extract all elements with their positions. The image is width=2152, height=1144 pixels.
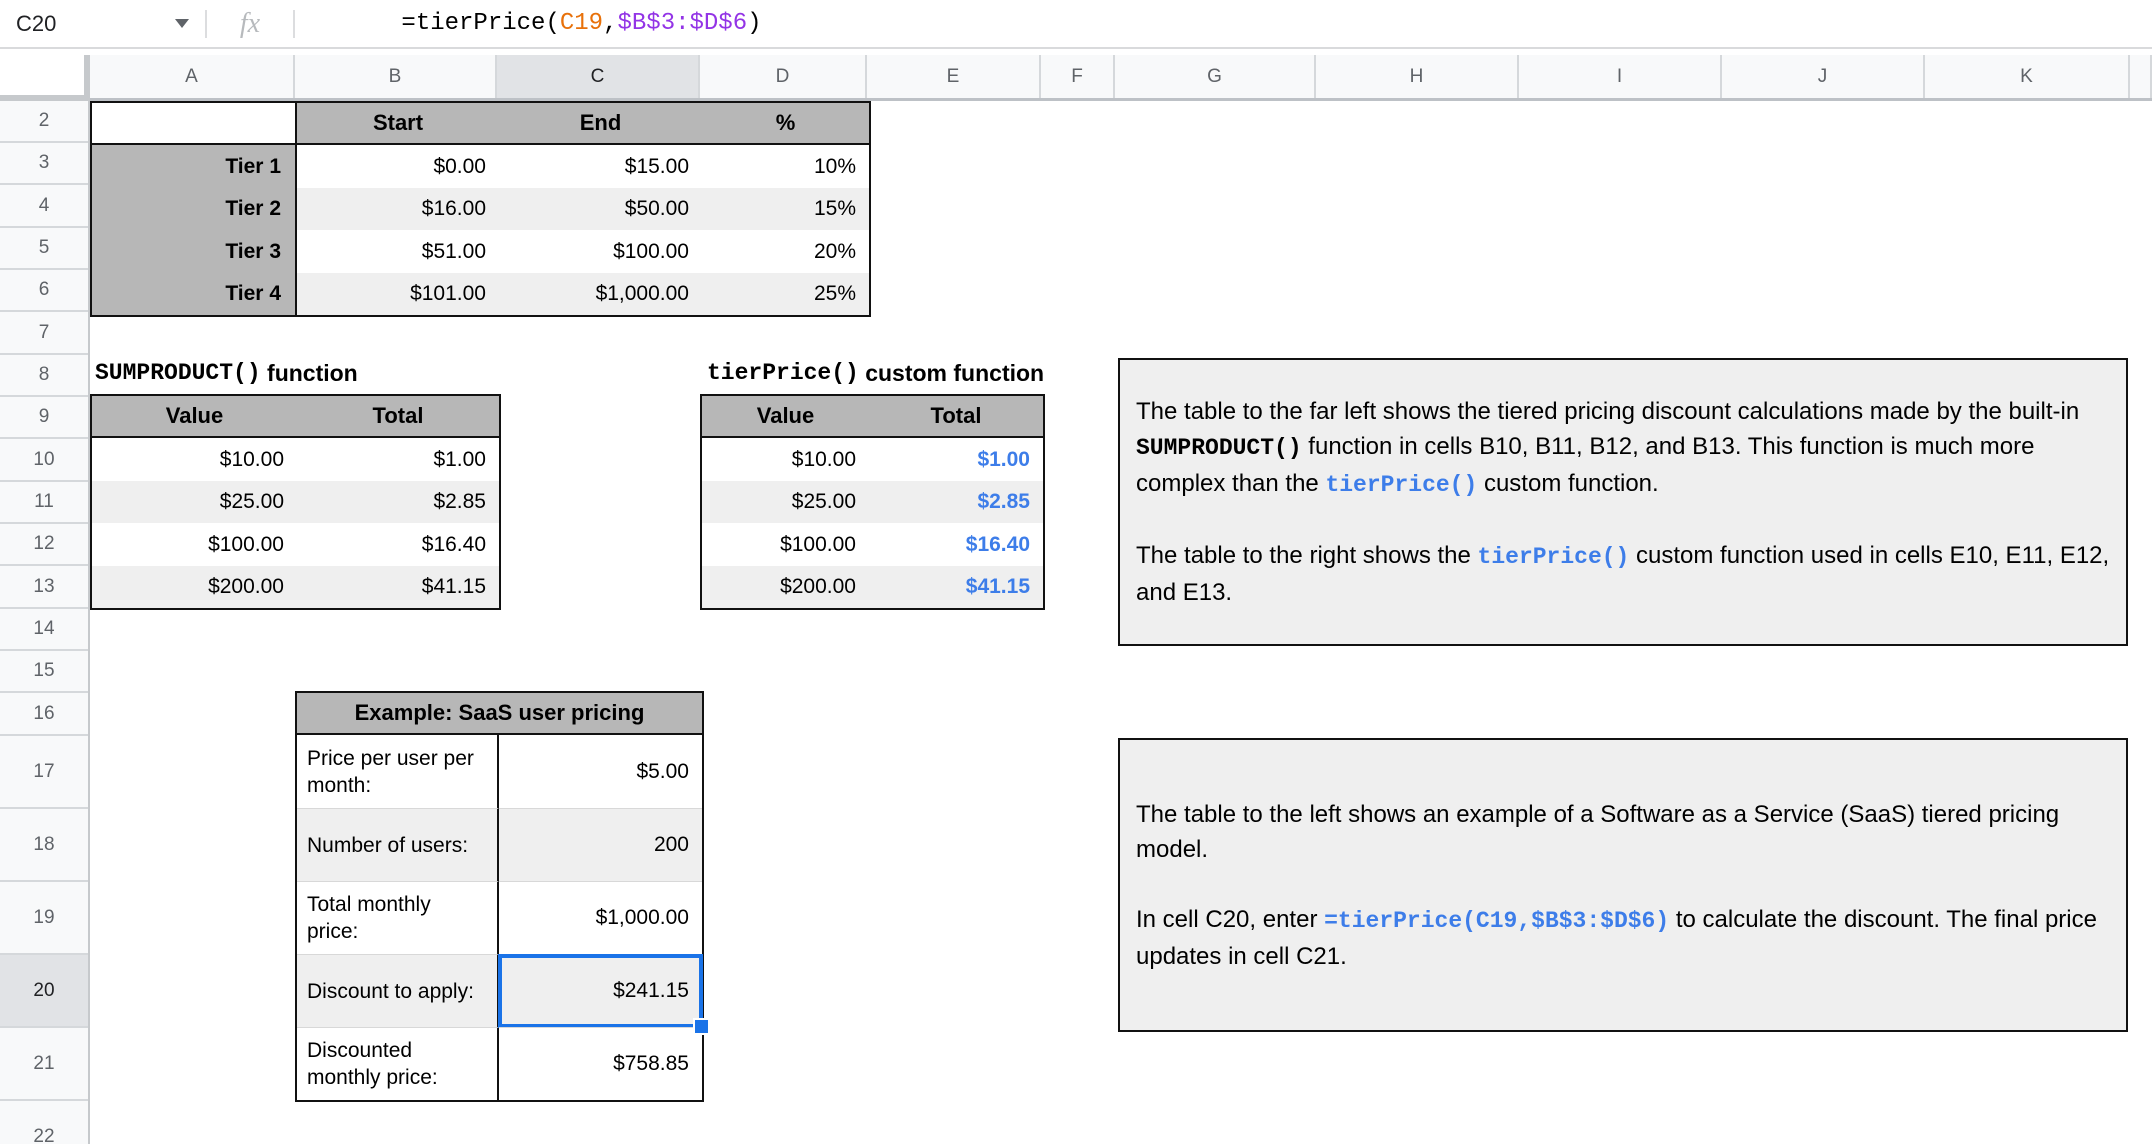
tier-pct-cell[interactable]: 20% xyxy=(702,230,869,273)
cell-name-box[interactable] xyxy=(0,0,205,47)
formula-bar xyxy=(0,0,2152,49)
tier-row-label[interactable]: Tier 1 xyxy=(92,145,297,188)
note-text: to calculate the discount. The final price updates in cell C21. xyxy=(1136,905,2097,970)
tier-start-cell[interactable]: $51.00 xyxy=(297,230,499,273)
fx-icon: fx xyxy=(239,7,261,39)
fill-handle[interactable] xyxy=(693,1018,710,1035)
row-header-4[interactable]: 4 xyxy=(0,185,88,228)
column-header-G[interactable]: G xyxy=(1115,55,1316,98)
tier-table-empty-cell[interactable] xyxy=(92,103,297,145)
column-header-C[interactable]: C xyxy=(497,55,700,98)
sumproduct-title-rest: function xyxy=(260,359,358,386)
column-header-J[interactable]: J xyxy=(1722,55,1925,98)
selected-cell-value: $241.15 xyxy=(613,979,689,1002)
row-header-12[interactable]: 12 xyxy=(0,524,88,566)
note-text: function in cells B10, B11, B12, and B13. This function is much more complex than the xyxy=(1136,433,2035,497)
row-header-9[interactable]: 9 xyxy=(0,397,88,439)
tierprice-total-cell[interactable]: $16.40 xyxy=(869,523,1043,566)
tier-header-start[interactable]: Start xyxy=(297,103,499,145)
tier-end-cell[interactable]: $15.00 xyxy=(499,145,702,188)
saas-row-label[interactable]: Discounted monthly price: xyxy=(297,1027,499,1100)
chevron-down-icon[interactable] xyxy=(175,19,189,28)
sumproduct-inline-code: SUMPRODUCT() xyxy=(1136,435,1302,461)
row-header-10[interactable]: 10 xyxy=(0,439,88,482)
tier-pct-cell[interactable]: 10% xyxy=(702,145,869,188)
note-text: The table to the far left shows the tiered pricing discount calculations made by the built-in xyxy=(1136,398,2080,425)
tier-end-cell[interactable]: $1,000.00 xyxy=(499,273,702,315)
sumproduct-total-cell[interactable]: $16.40 xyxy=(297,523,499,566)
sumproduct-total-cell[interactable]: $2.85 xyxy=(297,481,499,523)
cell-reference: C20 xyxy=(16,10,57,36)
formula-cell-ref: C19 xyxy=(559,10,604,37)
note-paragraph xyxy=(1136,902,2110,974)
column-header-A[interactable]: A xyxy=(90,55,295,98)
tierprice-inline-code: tierPrice() xyxy=(1477,544,1630,570)
column-header-H[interactable]: H xyxy=(1316,55,1519,98)
note-box-saas-example xyxy=(1118,738,2128,1032)
note-paragraph xyxy=(1136,797,2110,867)
row-header-22[interactable]: 22 xyxy=(0,1101,88,1144)
sheet-canvas xyxy=(90,101,2152,1144)
tierprice-value-cell[interactable]: $100.00 xyxy=(702,523,869,566)
tier-start-cell[interactable]: $101.00 xyxy=(297,273,499,315)
sumproduct-table xyxy=(90,394,501,610)
sumproduct-header-total[interactable]: Total xyxy=(297,396,499,438)
note-text: The table to the right shows the xyxy=(1136,542,1478,569)
tierprice-inline-code: tierPrice() xyxy=(1325,472,1478,498)
sumproduct-total-cell[interactable]: $41.15 xyxy=(297,566,499,608)
tier-row-label[interactable]: Tier 2 xyxy=(92,188,297,230)
formula-separator: , xyxy=(603,10,618,37)
saas-row-value[interactable]: $1,000.00 xyxy=(499,881,702,954)
tierprice-header-total[interactable]: Total xyxy=(869,396,1043,438)
row-header-14[interactable]: 14 xyxy=(0,609,88,651)
row-header-2[interactable]: 2 xyxy=(0,101,88,143)
formula-prefix: =tierPrice( xyxy=(401,10,560,37)
note-text: custom function used in cells E10, E11, E12, and E13. xyxy=(1136,542,2110,606)
sumproduct-header-value[interactable]: Value xyxy=(92,396,297,438)
tier-pct-cell[interactable]: 15% xyxy=(702,188,869,230)
saas-row-label[interactable]: Total monthly price: xyxy=(297,881,499,954)
note-paragraph xyxy=(1136,394,2110,503)
tier-pct-cell[interactable]: 25% xyxy=(702,273,869,315)
row-header-15[interactable]: 15 xyxy=(0,651,88,693)
row-header-18[interactable]: 18 xyxy=(0,809,88,882)
tierprice-total-cell[interactable]: $1.00 xyxy=(869,438,1043,481)
row-header-17[interactable]: 17 xyxy=(0,736,88,809)
tierprice-code-label: tierPrice() xyxy=(707,360,859,386)
sumproduct-code-label: SUMPRODUCT() xyxy=(95,360,261,386)
tier-end-cell[interactable]: $50.00 xyxy=(499,188,702,230)
tier-row-label[interactable]: Tier 3 xyxy=(92,230,297,273)
saas-row-value[interactable]: $758.85 xyxy=(499,1027,702,1100)
column-header-I[interactable]: I xyxy=(1519,55,1722,98)
row-header-7[interactable]: 7 xyxy=(0,312,88,355)
tierprice-header-value[interactable]: Value xyxy=(702,396,869,438)
sumproduct-value-cell[interactable]: $100.00 xyxy=(92,523,297,566)
tierprice-total-cell[interactable]: $2.85 xyxy=(869,481,1043,523)
column-header-D[interactable]: D xyxy=(700,55,867,98)
row-headers xyxy=(0,101,90,1144)
saas-row-label[interactable]: Discount to apply: xyxy=(297,954,499,1027)
tierprice-value-cell[interactable]: $200.00 xyxy=(702,566,869,608)
note-text: The table to the left shows an example of a Software as a Service (SaaS) tiered pricing model. xyxy=(1136,800,2060,863)
note-text: In cell C20, enter xyxy=(1136,905,1325,933)
formula-inline-code: =tierPrice(C19,$B$3:$D$6) xyxy=(1324,907,1670,934)
row-header-13[interactable]: 13 xyxy=(0,566,88,609)
sumproduct-value-cell[interactable]: $25.00 xyxy=(92,481,297,523)
column-header-E[interactable]: E xyxy=(867,55,1041,98)
formula-range-ref: $B$3:$D$6 xyxy=(617,10,748,37)
formula-suffix: ) xyxy=(747,10,762,37)
row-header-21[interactable]: 21 xyxy=(0,1028,88,1101)
column-headers xyxy=(90,55,2152,101)
row-header-19[interactable]: 19 xyxy=(0,882,88,955)
tier-header-end[interactable]: End xyxy=(499,103,702,145)
sumproduct-value-cell[interactable]: $10.00 xyxy=(92,438,297,481)
note-text: custom function. xyxy=(1477,470,1659,497)
tierprice-table xyxy=(700,394,1045,610)
saas-pricing-table xyxy=(295,691,704,1102)
column-header-partial xyxy=(2130,55,2152,98)
selected-cell-C20[interactable] xyxy=(499,954,702,1027)
tierprice-value-cell[interactable]: $10.00 xyxy=(702,438,869,481)
sumproduct-table-title xyxy=(95,352,358,394)
select-all-corner[interactable] xyxy=(0,55,90,101)
note-paragraph xyxy=(1136,538,2110,610)
row-header-3[interactable]: 3 xyxy=(0,143,88,185)
tierprice-table-title xyxy=(707,352,1044,394)
saas-row-label[interactable]: Price per user per month: xyxy=(297,735,499,808)
saas-row-label[interactable]: Number of users: xyxy=(297,808,499,881)
tier-row-label[interactable]: Tier 4 xyxy=(92,273,297,315)
row-header-11[interactable]: 11 xyxy=(0,482,88,524)
saas-table-title[interactable]: Example: SaaS user pricing xyxy=(297,693,702,735)
column-header-K[interactable]: K xyxy=(1925,55,2130,98)
tierprice-title-rest: custom function xyxy=(858,359,1045,386)
row-header-20[interactable]: 20 xyxy=(0,955,88,1028)
row-header-16[interactable]: 16 xyxy=(0,693,88,736)
tier-start-cell[interactable]: $0.00 xyxy=(297,145,499,188)
row-header-5[interactable]: 5 xyxy=(0,228,88,270)
column-header-B[interactable]: B xyxy=(295,55,497,98)
tier-start-cell[interactable]: $16.00 xyxy=(297,188,499,230)
saas-row-value[interactable]: $5.00 xyxy=(499,735,702,808)
note-box-functions xyxy=(1118,358,2128,646)
row-header-6[interactable]: 6 xyxy=(0,270,88,312)
tierprice-value-cell[interactable]: $25.00 xyxy=(702,481,869,523)
column-header-F[interactable]: F xyxy=(1041,55,1115,98)
tier-header-pct[interactable]: % xyxy=(702,103,869,145)
sumproduct-value-cell[interactable]: $200.00 xyxy=(92,566,297,608)
saas-row-value[interactable]: 200 xyxy=(499,808,702,881)
sumproduct-total-cell[interactable]: $1.00 xyxy=(297,438,499,481)
tier-end-cell[interactable]: $100.00 xyxy=(499,230,702,273)
tierprice-total-cell[interactable]: $41.15 xyxy=(869,566,1043,608)
tier-pricing-table xyxy=(90,101,871,317)
row-header-8[interactable]: 8 xyxy=(0,355,88,397)
